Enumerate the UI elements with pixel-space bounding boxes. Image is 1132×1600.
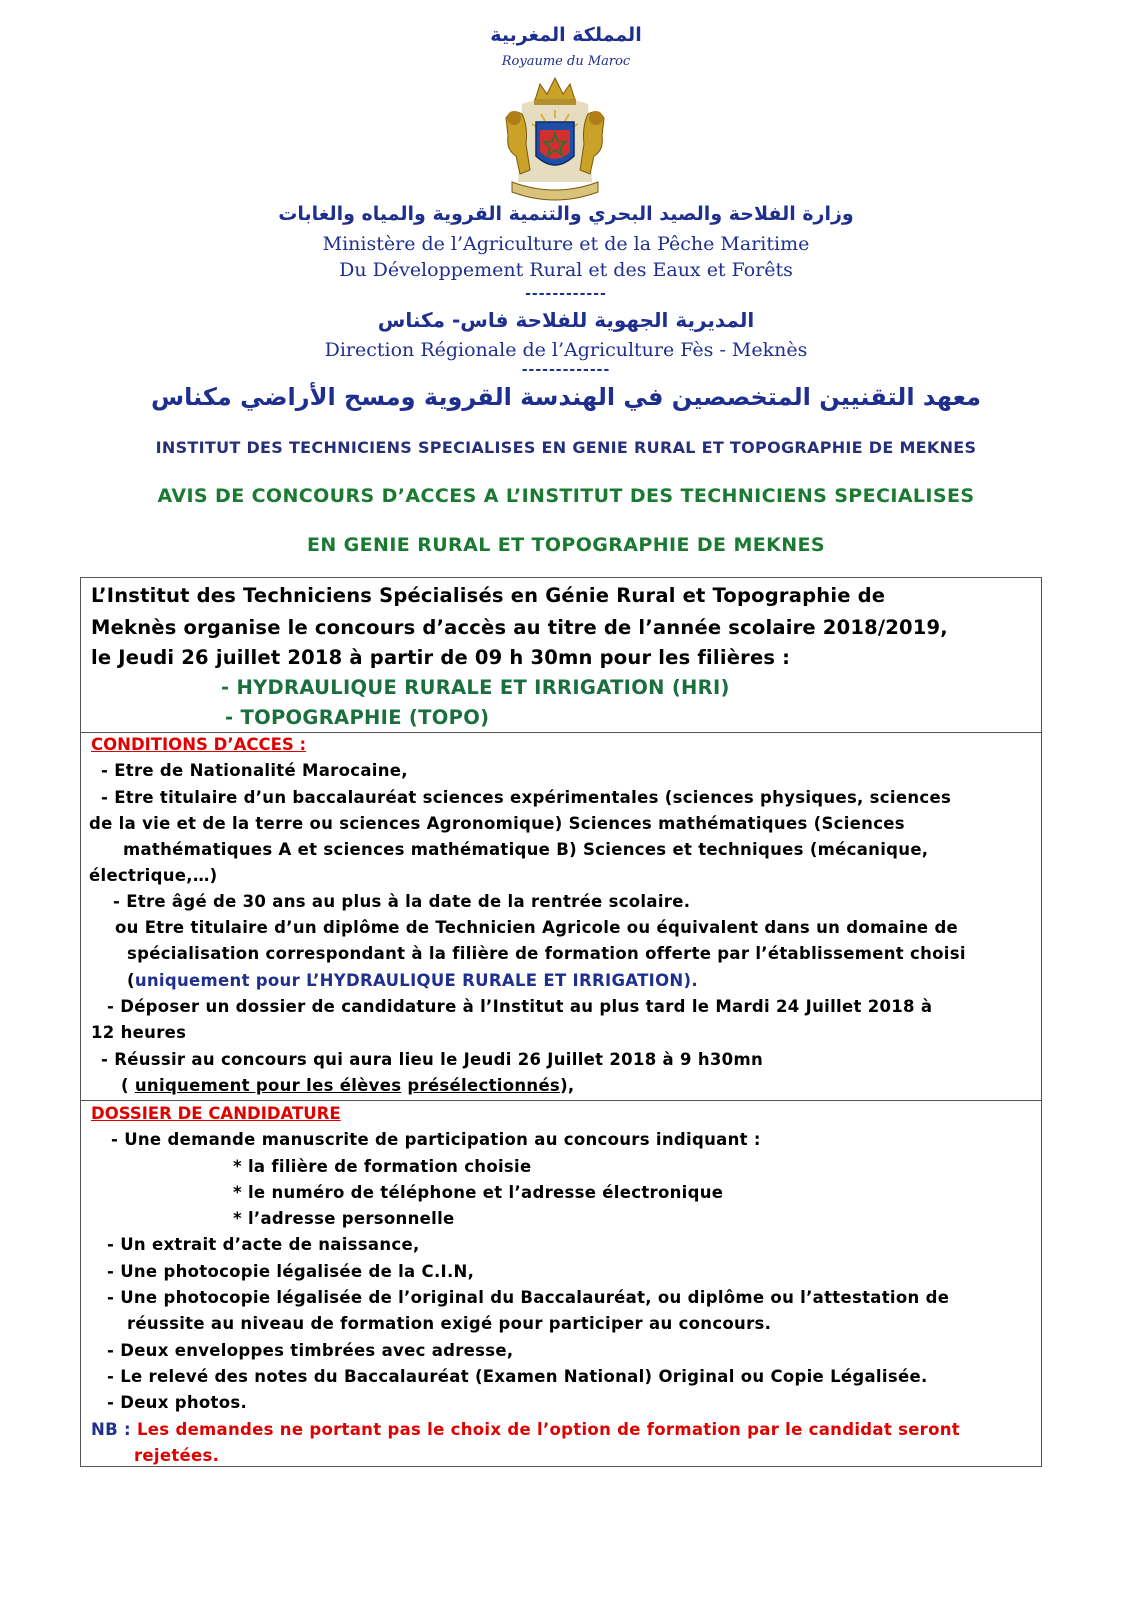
text-fragment: uniquement pour les élèves (134, 1076, 402, 1095)
condition-line: - Réussir au concours qui aura lieu le Jeudi 26 Juillet 2018 à 9 h30mn (101, 1050, 763, 1069)
intro-line-2: Meknès organise le concours d’accès au titre de l’année scolaire 2018/2019, (91, 616, 948, 639)
french-ministry-line-1: Ministère de l’Agriculture et de la Pêche Maritime (322, 233, 810, 255)
text-fragment: présélectionnés (407, 1076, 561, 1095)
arabic-kingdom-name: المملكة المغربية (490, 24, 642, 46)
intro-section (81, 578, 1041, 733)
intro-line-3: le Jeudi 26 juillet 2018 à partir de 09 h 30mn pour les filières : (91, 646, 791, 669)
text-fragment: ), (560, 1076, 575, 1095)
nb-label: NB : (91, 1420, 137, 1439)
nb-note (91, 1420, 960, 1439)
condition-line: spécialisation correspondant à la filière de formation offerte par l’établissement choisi (127, 944, 966, 963)
french-ministry-line-2: Du Développement Rural et des Eaux et Forêts (339, 259, 793, 281)
filiere-topo: - TOPOGRAPHIE (TOPO) (225, 706, 490, 729)
condition-line: - Etre titulaire d’un baccalauréat sciences expérimentales (sciences physiques, sciences (101, 788, 952, 807)
conditions-heading: CONDITIONS D’ACCES : (91, 735, 307, 754)
condition-line: - Etre de Nationalité Marocaine, (101, 761, 408, 780)
arabic-direction-name: المديرية الجهوية للفلاحة فاس- مكناس (377, 308, 755, 332)
intro-line-1: L’Institut des Techniciens Spécialisés en Génie Rural et Topographie de (91, 584, 886, 607)
dossier-line: - Une photocopie légalisée de l’original du Baccalauréat, ou diplôme ou l’attestation de (107, 1288, 950, 1307)
conditions-section (81, 733, 1041, 1101)
french-direction-name: Direction Régionale de l’Agriculture Fès - Meknès (324, 339, 808, 361)
hri-only-note: uniquement pour L’HYDRAULIQUE RURALE ET IRRIGATION). (134, 971, 698, 990)
condition-line: de la vie et de la terre ou sciences Agronomique) Sciences mathématiques (Sciences (89, 814, 905, 833)
condition-line: mathématiques A et sciences mathématique B) Sciences et techniques (mécanique, (123, 840, 929, 859)
dossier-line: - Un extrait d’acte de naissance, (107, 1235, 420, 1254)
dossier-subitem: * l’adresse personnelle (233, 1209, 455, 1228)
condition-line: 12 heures (91, 1023, 187, 1042)
dossier-heading: DOSSIER DE CANDIDATURE (91, 1104, 341, 1123)
dossier-line: - Une demande manuscrite de participation au concours indiquant : (111, 1130, 761, 1149)
condition-line-hri-only (127, 971, 698, 990)
paren-open: ( (127, 971, 135, 990)
dossier-line: réussite au niveau de formation exigé pour participer au concours. (127, 1314, 772, 1333)
arabic-institute-name: معهد التقنيين المتخصصين في الهندسة القروية ومسح الأراضي مكناس (150, 383, 982, 411)
dossier-line: - Le relevé des notes du Baccalauréat (Examen National) Original ou Copie Légalisée. (107, 1367, 928, 1386)
nb-text-continued: rejetées. (134, 1446, 220, 1465)
separator: ------------- (521, 362, 611, 378)
separator: ------------ (525, 286, 607, 302)
condition-line: - Déposer un dossier de candidature à l’Institut au plus tard le Mardi 24 Juillet 2018 à (107, 997, 933, 1016)
arabic-ministry-name: وزارة الفلاحة والصيد البحري والتنمية القروية والمياه والغابات (278, 203, 854, 225)
dossier-subitem: * le numéro de téléphone et l’adresse électronique (233, 1183, 724, 1202)
filiere-hri: - HYDRAULIQUE RURALE ET IRRIGATION (HRI) (221, 676, 730, 699)
institute-title: INSTITUT DES TECHNICIENS SPECIALISES EN GENIE RURAL ET TOPOGRAPHIE DE MEKNES (155, 438, 977, 457)
french-kingdom-name: Royaume du Maroc (501, 54, 631, 69)
notice-title-line-2: EN GENIE RURAL ET TOPOGRAPHIE DE MEKNES (306, 534, 826, 556)
dossier-line: - Une photocopie légalisée de la C.I.N, (107, 1262, 475, 1281)
dossier-line: - Deux photos. (107, 1393, 248, 1412)
condition-line-preselected (121, 1076, 574, 1095)
condition-line: électrique,…) (89, 866, 218, 885)
text-fragment: ( (121, 1076, 135, 1095)
dossier-subitem: * la filière de formation choisie (233, 1157, 532, 1176)
dossier-section (81, 1101, 1041, 1468)
dossier-line: - Deux enveloppes timbrées avec adresse, (107, 1341, 514, 1360)
moroccan-coat-of-arms-emblem (492, 74, 618, 208)
condition-line: - Etre âgé de 30 ans au plus à la date de la rentrée scolaire. (113, 892, 691, 911)
announcement-box (80, 577, 1042, 1467)
condition-line: ou Etre titulaire d’un diplôme de Technicien Agricole ou équivalent dans un domaine de (115, 918, 959, 937)
nb-text: Les demandes ne portant pas le choix de l’option de formation par le candidat seront (136, 1420, 960, 1439)
notice-title-line-1: AVIS DE CONCOURS D’ACCES A L’INSTITUT DES TECHNICIENS SPECIALISES (157, 485, 975, 507)
